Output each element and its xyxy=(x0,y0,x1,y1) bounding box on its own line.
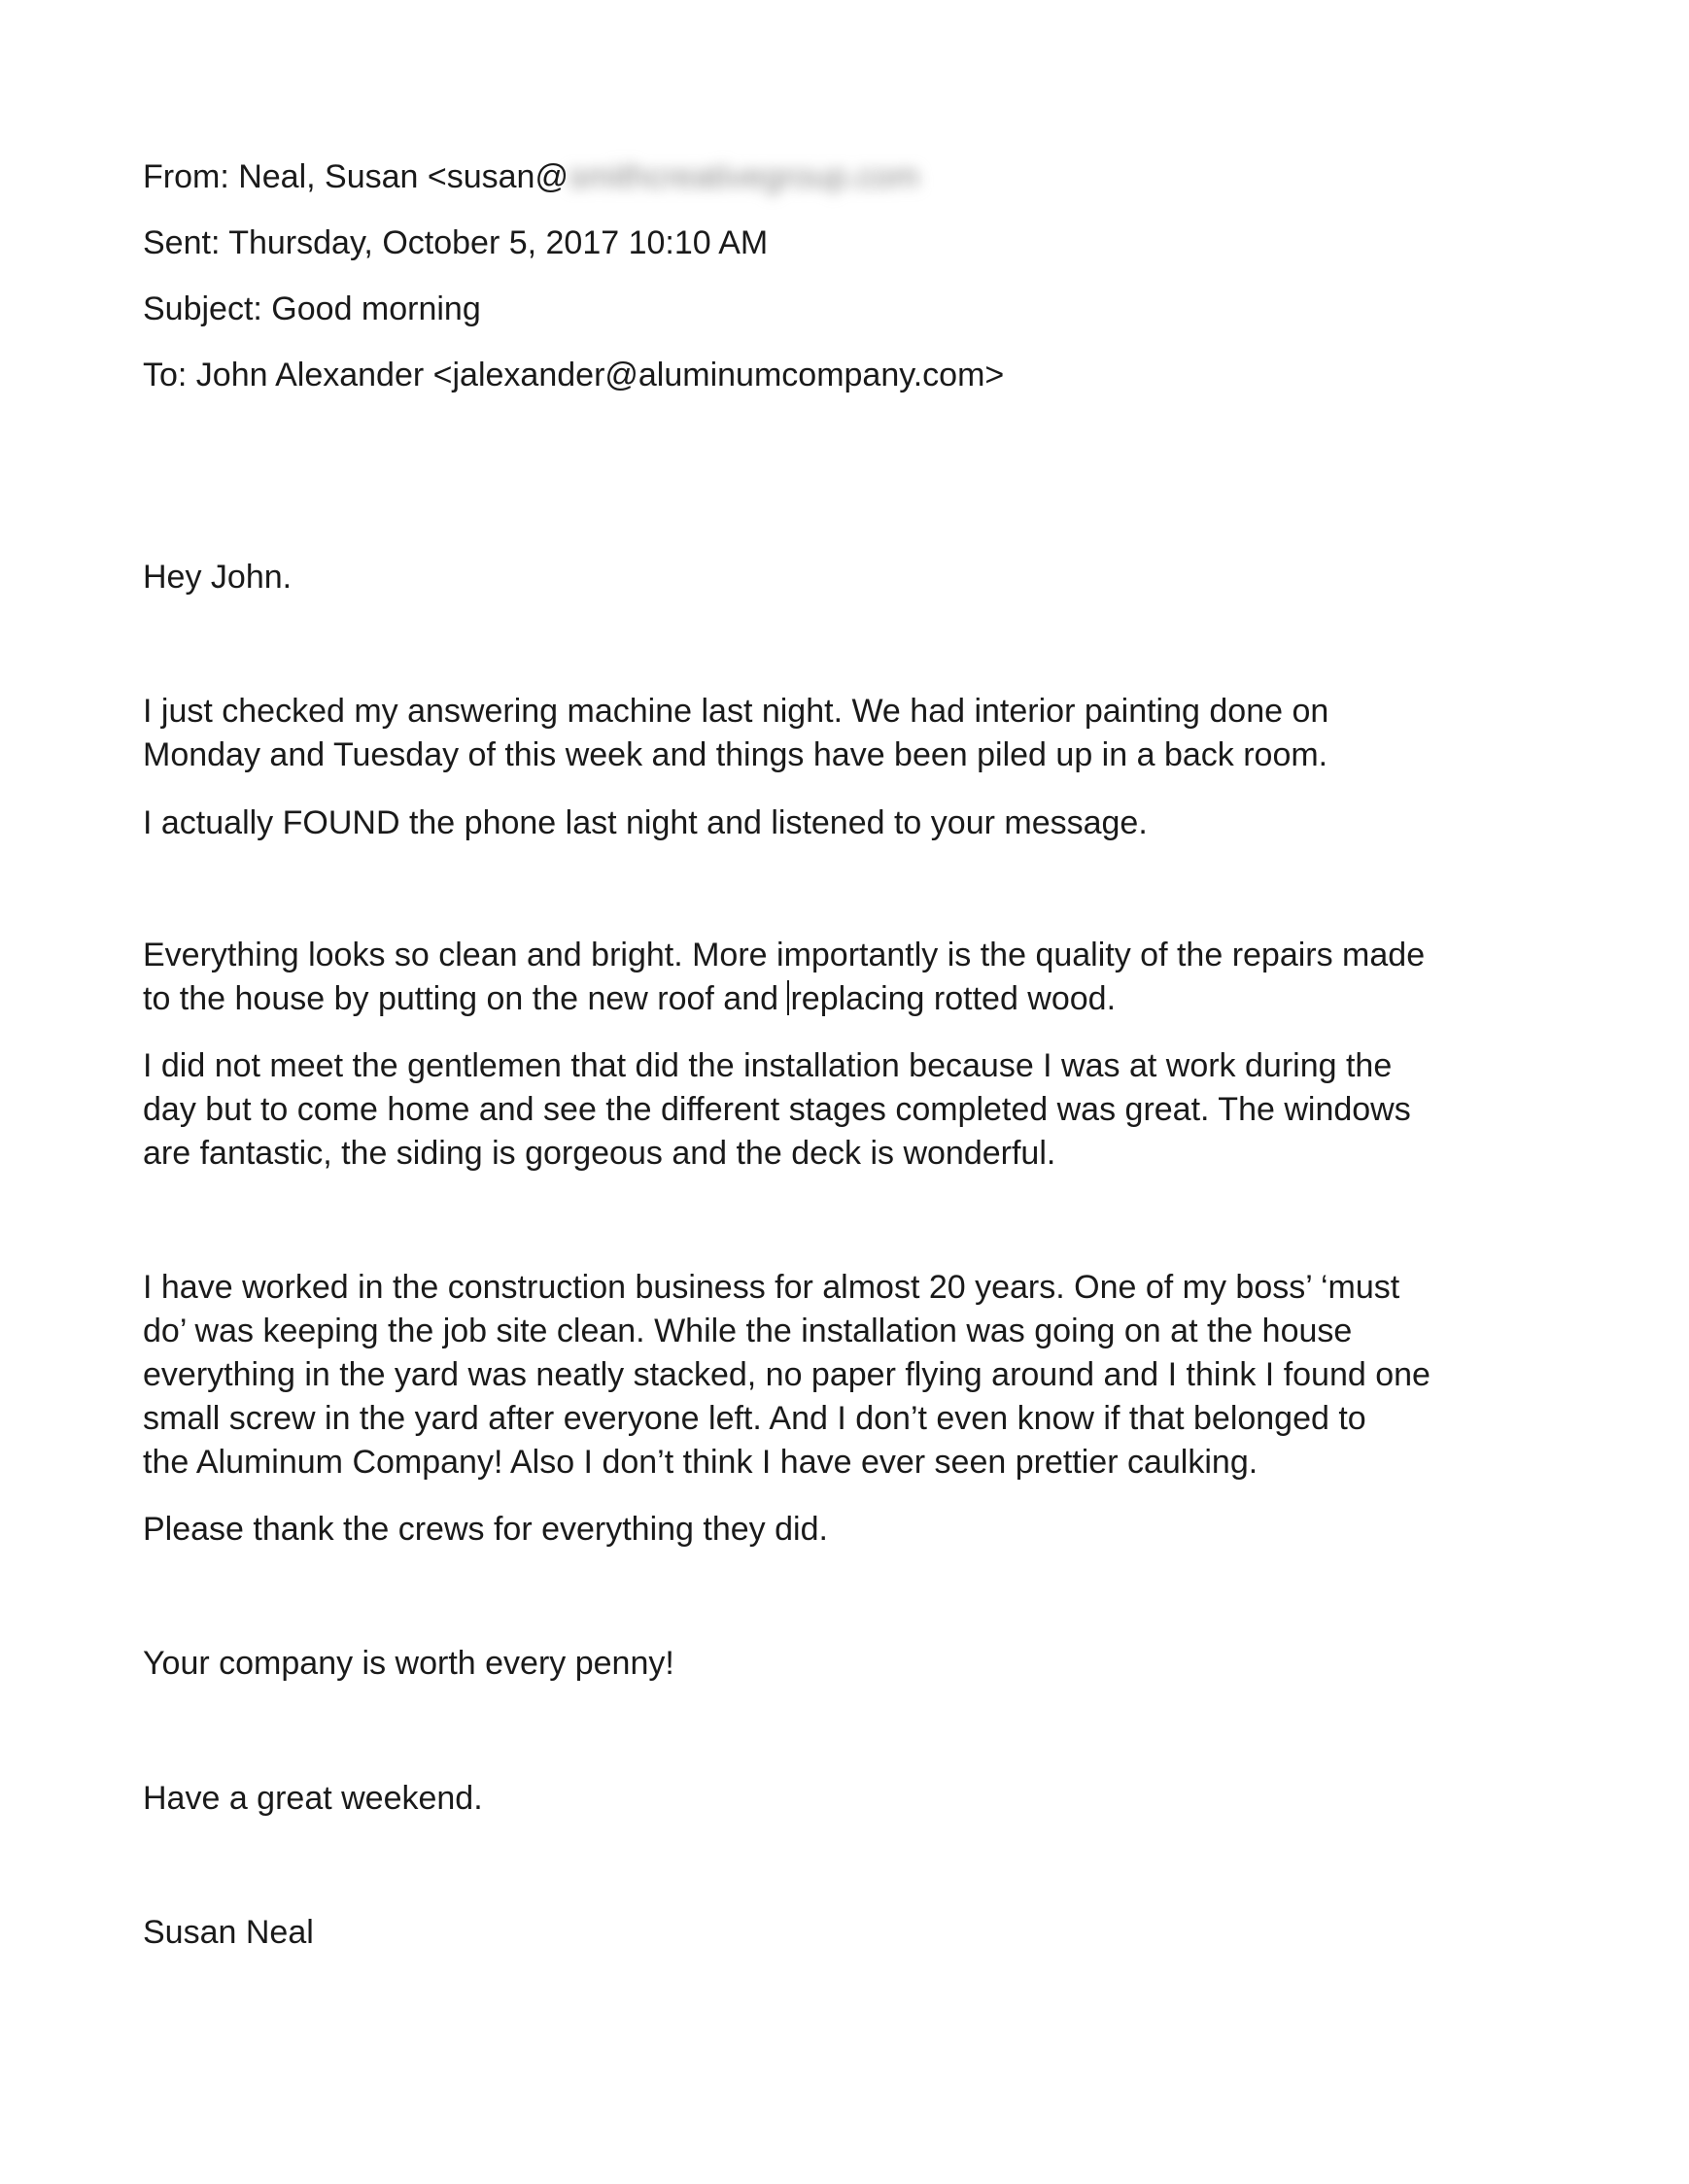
email-subject-line: Subject: Good morning xyxy=(143,290,481,327)
paragraph-7: Your company is worth every penny! xyxy=(143,1645,674,1682)
paragraph-4-line-2: day but to come home and see the different stages completed was great. The windows xyxy=(143,1091,1411,1128)
from-text: From: Neal, Susan <susan@ xyxy=(143,158,569,195)
email-from-line xyxy=(143,155,919,199)
paragraph-5-line-2: do’ was keeping the job site clean. While the installation was going on at the house xyxy=(143,1313,1353,1349)
paragraph-4-line-1: I did not meet the gentlemen that did the installation because I was at work during the xyxy=(143,1047,1393,1084)
paragraph-6: Please thank the crews for everything they did. xyxy=(143,1511,828,1548)
paragraph-2: I actually FOUND the phone last night and listened to your message. xyxy=(143,804,1148,841)
paragraph-1-line-1: I just checked my answering machine last night. We had interior painting done on xyxy=(143,693,1329,730)
signature: Susan Neal xyxy=(143,1914,314,1951)
email-to-line: To: John Alexander <jalexander@aluminumcompany.com> xyxy=(143,357,1005,393)
paragraph-3-line-1: Everything looks so clean and bright. More importantly is the quality of the repairs made xyxy=(143,937,1426,973)
paragraph-5-line-5: the Aluminum Company! Also I don’t think I have ever seen prettier caulking. xyxy=(143,1444,1258,1481)
paragraph-3-line-2-end: replacing rotted wood. xyxy=(790,980,1117,1017)
paragraph-3-line-2 xyxy=(143,977,1116,1021)
paragraph-4-line-3: are fantastic, the siding is gorgeous and the deck is wonderful. xyxy=(143,1135,1056,1172)
redacted-email-domain: smithcreativegroup.com xyxy=(568,158,919,195)
email-sent-line: Sent: Thursday, October 5, 2017 10:10 AM xyxy=(143,224,769,261)
paragraph-8: Have a great weekend. xyxy=(143,1780,483,1817)
greeting: Hey John. xyxy=(143,559,293,596)
paragraph-5-line-3: everything in the yard was neatly stacked, no paper flying around and I think I found one xyxy=(143,1356,1430,1393)
paragraph-1-line-2: Monday and Tuesday of this week and things have been piled up in a back room. xyxy=(143,736,1328,773)
paragraph-3-line-2-start: to the house by putting on the new roof and xyxy=(143,980,788,1017)
paragraph-5-line-4: small screw in the yard after everyone left. And I don’t even know if that belonged to xyxy=(143,1400,1366,1437)
paragraph-5-line-1: I have worked in the construction business for almost 20 years. One of my boss’ ‘must xyxy=(143,1269,1400,1306)
